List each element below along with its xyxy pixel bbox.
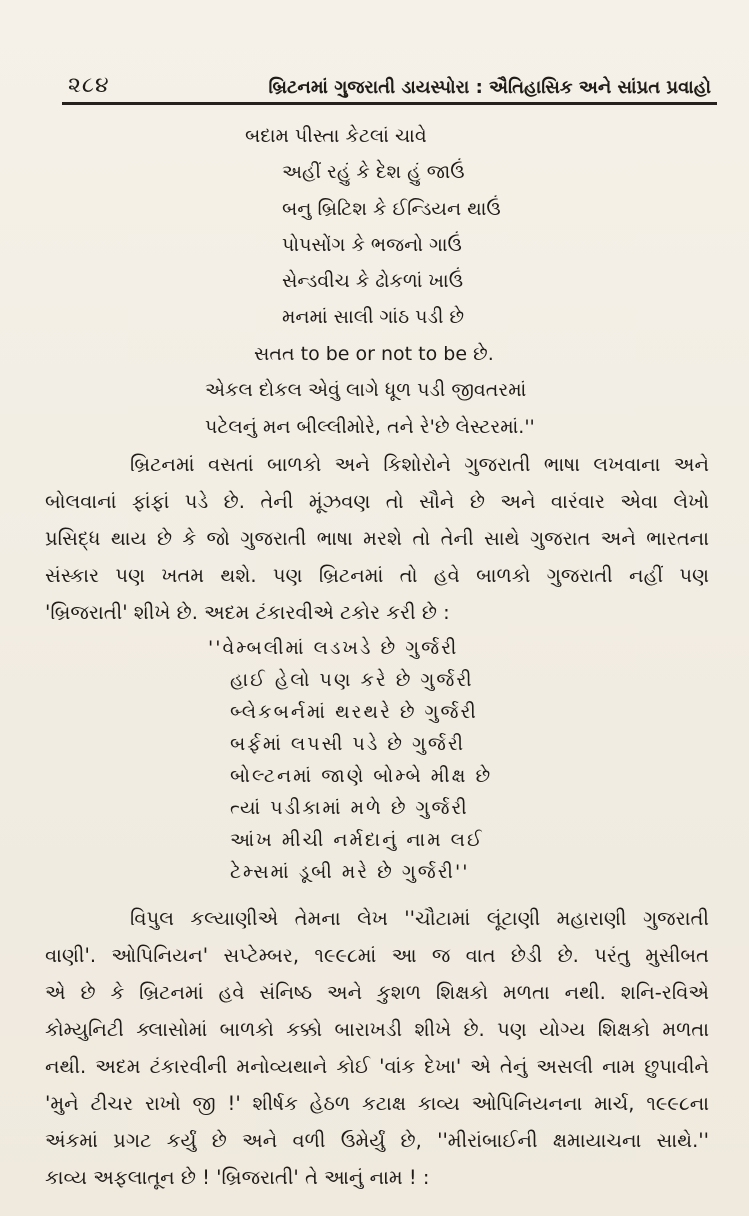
page-header <box>68 58 711 98</box>
paragraph-line: કોમ્યુનિટી ક્લાસોમાં બાળકો કક્કો બારાખડી શીખે છે. પણ યોગ્ય શિક્ષકો મળતા <box>45 1018 709 1041</box>
paragraph-line: વિપુલ કલ્યાણીએ તેમના લેખ ''ચૌટામાં લૂંટાણી મહારાણી ગુજરાતી <box>130 907 709 930</box>
paragraph-line: અંકમાં પ્રગટ કર્યું છે અને વળી ઉમેર્યું છે, ''મીરાંબાઈની ક્ષમાયાચના સાથે.'' <box>45 1129 709 1152</box>
paragraph-line: બોલવાનાં ફાંફાં પડે છે. તેની મૂંઝવણ તો સૌને છે અને વારંવાર એવા લેખો <box>45 490 709 513</box>
paragraph-line: 'બ્રિજરાતી' શીખે છે. અદમ ટંકારવીએ ટકોર કરી છે : <box>45 601 450 624</box>
poem-line: આંખ મીચી નર્મદાનું નામ લઈ <box>230 829 484 851</box>
poem-line: સેન્ડવીચ કે ઢોકળાં ખાઉં <box>282 270 464 292</box>
poem-line: બદામ પીસ્તા કેટલાં ચાવે <box>245 125 427 147</box>
paragraph-line: નથી. અદમ ટંકારવીની મનોવ્યથાને કોઈ 'વાંક દેખા' એ તેનું અસલી નામ છુપાવીને <box>45 1055 709 1078</box>
paragraph-line: એ છે કે બ્રિટનમાં હવે સંનિષ્ઠ અને કુશળ શિક્ષકો મળતા નથી. શનિ-રવિએ <box>45 981 709 1004</box>
poem-line: પટેલનું મન બીલ્લીમોરે, તને રે'છે લેસ્ટરમાં.'' <box>205 416 535 438</box>
running-title: બ્રિટનમાં ગુજરાતી ડાયસ્પોરા : ઐતિહાસિક અને સાંપ્રત પ્રવાહો <box>268 77 711 98</box>
poem-line: સતત to be or not to be છે. <box>254 343 494 365</box>
poem-line: મનમાં સાલી ગાંઠ પડી છે <box>282 306 465 328</box>
paragraph-line: વાણી'. ઓપિનિયન' સપ્ટેમ્બર, ૧૯૯૮માં આ જ વાત છેડી છે. પરંતુ મુસીબત <box>45 944 709 967</box>
poem-line: અહીં રહું કે દેશ હું જાઉં <box>282 161 465 183</box>
paragraph-line: કાવ્ય અફલાતૂન છે ! 'બ્રિજરાતી' તે આનું નામ ! : <box>45 1166 430 1189</box>
poem-line: ટેમ્સમાં ડૂબી મરે છે ગુર્જરી'' <box>230 861 470 883</box>
poem-line: બોલ્ટનમાં જાણે બોમ્બે મીક્ષ છે <box>230 765 493 787</box>
poem-line: હાઈ હેલો પણ કરે છે ગુર્જરી <box>230 669 474 691</box>
poem-line: બર્ફમાં લપસી પડે છે ગુર્જરી <box>230 733 466 755</box>
poem-line: પોપસોંગ કે ભજનો ગાઉં <box>282 234 462 256</box>
poem-line: બનુ બ્રિટિશ કે ઈન્ડિયન થાઉં <box>282 198 501 220</box>
poem-line: ત્યાં પડીકામાં મળે છે ગુર્જરી <box>230 797 469 819</box>
paragraph-line: 'મુને ટીચર રાખો જી !' શીર્ષક હેઠળ કટાક્ષ કાવ્ય ઓપિનિયનના માર્ચ, ૧૯૯૮ના <box>45 1092 709 1115</box>
header-rule <box>62 102 717 105</box>
paragraph-line: પ્રસિદ્ધ થાય છે કે જો ગુજરાતી ભાષા મરશે તો તેની સાથે ગુજરાત અને ભારતના <box>45 527 709 550</box>
paragraph-1 <box>45 446 709 631</box>
poem-line: ''વેમ્બલીમાં લડખડે છે ગુર્જરી <box>208 637 459 659</box>
paragraph-line: સંસ્કાર પણ ખતમ થશે. પણ બ્રિટનમાં તો હવે બાળકો ગુજરાતી નહીં પણ <box>45 564 709 587</box>
page-number: ૨૮૪ <box>68 73 110 98</box>
paragraph-line: બ્રિટનમાં વસતાં બાળકો અને કિશોરોને ગુજરાતી ભાષા લખવાના અને <box>130 453 709 476</box>
poem-line: એકલ દોકલ એવું લાગે ધૂળ પડી જીવતરમાં <box>205 379 527 401</box>
paragraph-2 <box>45 900 709 1196</box>
poem-line: બ્લેકબર્નમાં થરથરે છે ગુર્જરી <box>230 701 478 723</box>
